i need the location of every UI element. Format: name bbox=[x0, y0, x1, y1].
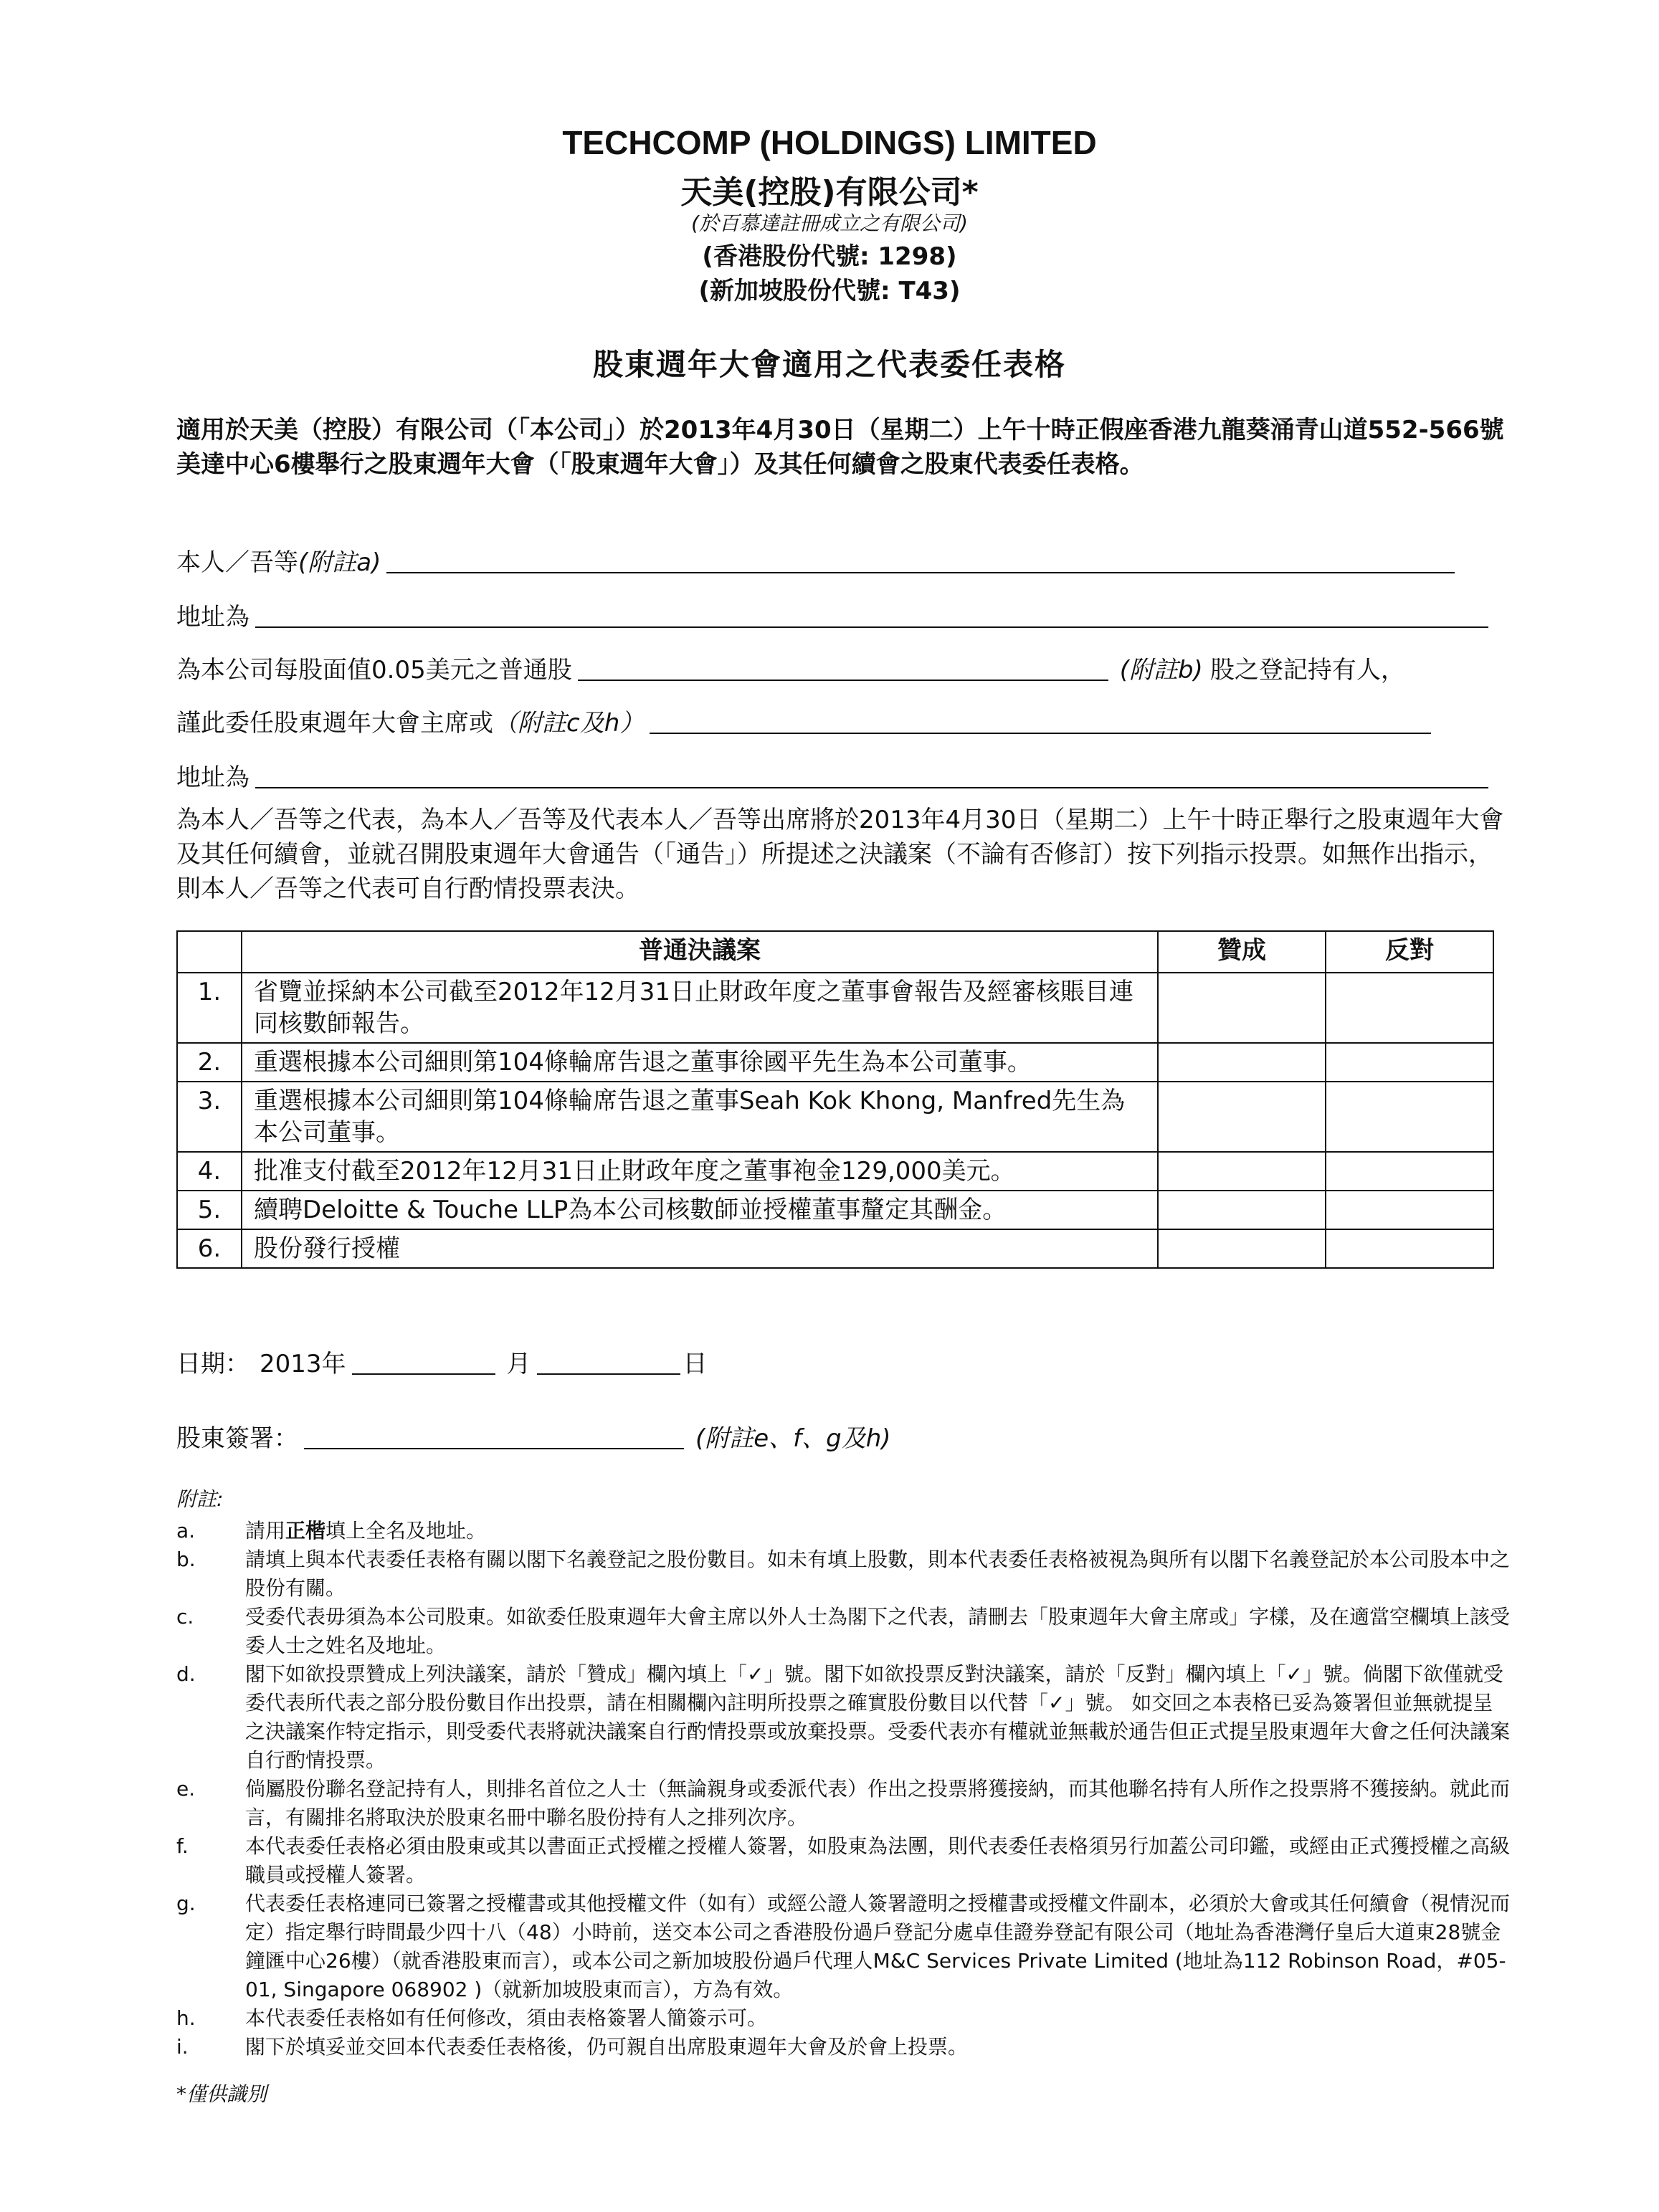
note-key: c. bbox=[176, 1605, 194, 1629]
vote-for-cell[interactable] bbox=[1158, 1229, 1326, 1268]
note-item bbox=[176, 1889, 1510, 2004]
resolution-number: 6. bbox=[177, 1229, 242, 1268]
header-number-cell bbox=[177, 931, 242, 973]
signature-label: 股東簽署： bbox=[176, 1424, 298, 1453]
note-key: h. bbox=[176, 2006, 196, 2030]
table-row bbox=[177, 1229, 1493, 1268]
note-key: i. bbox=[176, 2035, 189, 2059]
resolution-number: 5. bbox=[177, 1191, 242, 1229]
appoint-row bbox=[176, 707, 1431, 738]
note-item bbox=[176, 1517, 1510, 1545]
shares-label: 為本公司每股面值0.05美元之普通股 bbox=[176, 656, 572, 685]
resolution-number: 3. bbox=[177, 1082, 242, 1152]
signature-field[interactable] bbox=[304, 1448, 684, 1449]
note-a-bold: 正楷 bbox=[285, 1519, 326, 1543]
name-row bbox=[176, 546, 1455, 578]
note-key: d. bbox=[176, 1662, 196, 1686]
company-name-en: TECHCOMP (HOLDINGS) LIMITED bbox=[562, 124, 1097, 161]
name-field[interactable] bbox=[386, 572, 1455, 573]
note-text: 倘屬股份聯名登記持有人，則排名首位之人士（無論親身或委派代表）作出之投票將獲接納，而其他聯名持有人所作之投票將不獲接納。就此而言，有關排名將取決於股東名冊中聯名股份持有人之排列次序。 bbox=[245, 1777, 1511, 1829]
note-key: e. bbox=[176, 1777, 196, 1801]
table-row bbox=[177, 1082, 1493, 1152]
note-text: 代表委任表格連同已簽署之授權書或其他授權文件（如有）或經公證人簽署證明之授權書或授權文件副本，必須於大會或其任何續會（視情況而定）指定舉行時間最少四十八（48）小時前，送交本公司之香港股份過戶登記分處卓佳證券登記有限公司（地址為香港灣仔皇后大道東28號金鐘匯中心26樓）（就香港股東而言），或本公司之新加坡股份過戶代理人M&C Services Private Limited (地址為112 Robinson Road，#05-01, Singapore 068902 )（就新加坡股東而言），方為有效。 bbox=[245, 1892, 1511, 2001]
note-text: 閣下於填妥並交回本代表委任表格後，仍可親自出席股東週年大會及於會上投票。 bbox=[245, 2035, 969, 2059]
resolution-text: 重選根據本公司細則第104條輪席告退之董事徐國平先生為本公司董事。 bbox=[242, 1043, 1158, 1082]
date-label: 日期： bbox=[176, 1350, 249, 1378]
note-key: b. bbox=[176, 1548, 196, 1571]
name-label: 本人／吾等 bbox=[176, 548, 298, 577]
note-item bbox=[176, 1660, 1510, 1775]
name-note: (附註a) bbox=[298, 548, 381, 577]
note-key: g. bbox=[176, 1892, 196, 1915]
proxy-name-field[interactable] bbox=[650, 733, 1431, 734]
intro-paragraph: 適用於天美（控股）有限公司（「本公司」）於2013年4月30日（星期二）上午十時正假座香港九龍葵涌青山道552-566號美達中心6樓舉行之股東週年大會（「股東週年大會」）及其任何續會之股東代表委任表格。 bbox=[176, 416, 1504, 479]
resolutions-table bbox=[176, 930, 1494, 1269]
appoint-label: 謹此委任股東週年大會主席或 bbox=[176, 709, 493, 738]
header-resolution: 普通決議案 bbox=[242, 931, 1158, 973]
appoint-note: （附註c及h） bbox=[493, 709, 645, 738]
resolution-number: 2. bbox=[177, 1043, 242, 1082]
notes-section bbox=[176, 1485, 1510, 2061]
footer-note: *僅供識別 bbox=[176, 2082, 267, 2106]
address-row-1 bbox=[176, 601, 1488, 632]
table-header-row bbox=[177, 931, 1493, 973]
company-name-zh: 天美(控股)有限公司* bbox=[680, 174, 979, 211]
note-text: 請填上與本代表委任表格有關以閣下名義登記之股份數目。如未有填上股數，則本代表委任表格被視為與所有以閣下名義登記於本公司股本中之股份有關。 bbox=[245, 1548, 1511, 1600]
shares-note: (附註b) bbox=[1119, 656, 1203, 685]
vote-for-cell[interactable] bbox=[1158, 1043, 1326, 1082]
vote-for-cell[interactable] bbox=[1158, 1191, 1326, 1229]
note-a-post: 填上全名及地址。 bbox=[325, 1519, 487, 1543]
note-key: a. bbox=[176, 1519, 196, 1543]
address-label-2: 地址為 bbox=[176, 763, 249, 792]
shares-field[interactable] bbox=[578, 680, 1108, 681]
resolution-number: 4. bbox=[177, 1152, 242, 1191]
vote-for-cell[interactable] bbox=[1158, 1082, 1326, 1152]
vote-for-cell[interactable] bbox=[1158, 1152, 1326, 1191]
form-title: 股東週年大會適用之代表委任表格 bbox=[592, 347, 1066, 382]
vote-against-cell[interactable] bbox=[1326, 1229, 1493, 1268]
note-text: 閣下如欲投票贊成上列決議案，請於「贊成」欄內填上「✓」號。閣下如欲投票反對決議案，請於「反對」欄內填上「✓」號。倘閣下欲僅就受委代表所代表之部分股份數目作出投票，請在相關欄內註明所投票之確實股份數目以代替「✓」號。 如交回之本表格已妥為簽署但並無就提呈之決議案作特定指示，則受委代表將就決議案自行酌情投票或放棄投票。受委代表亦有權就並無載於通告但正式提呈股東週年大會之任何決議案自行酌情投票。 bbox=[245, 1662, 1511, 1772]
address-field-2[interactable] bbox=[255, 787, 1488, 788]
proxy-paragraph: 為本人／吾等之代表，為本人／吾等及代表本人／吾等出席將於2013年4月30日（星期二）上午十時正舉行之股東週年大會及其任何續會，並就召開股東週年大會通告（「通告」）所提述之決議案（不論有否修訂）按下列指示投票。如無作出指示，則本人／吾等之代表可自行酌情投票表決。 bbox=[176, 806, 1504, 903]
table-row bbox=[177, 1191, 1493, 1229]
table-row bbox=[177, 973, 1493, 1043]
hk-stock-code: (香港股份代號: 1298) bbox=[702, 242, 957, 271]
resolution-number: 1. bbox=[177, 973, 242, 1043]
note-a-pre: 請用 bbox=[245, 1519, 286, 1543]
shares-row bbox=[176, 654, 1405, 685]
incorporation-note: (於百慕達註冊成立之有限公司) bbox=[691, 211, 968, 235]
address-field-1[interactable] bbox=[255, 626, 1488, 628]
notes-heading: 附註: bbox=[176, 1487, 224, 1511]
note-text bbox=[245, 1517, 1510, 1545]
shares-suffix: 股之登記持有人， bbox=[1209, 656, 1405, 685]
vote-for-cell[interactable] bbox=[1158, 973, 1326, 1043]
signature-note: (附註e、f、g及h) bbox=[695, 1424, 891, 1453]
table-row bbox=[177, 1043, 1493, 1082]
vote-against-cell[interactable] bbox=[1326, 1043, 1493, 1082]
note-item bbox=[176, 1832, 1510, 1889]
table-row bbox=[177, 1152, 1493, 1191]
resolution-text: 續聘Deloitte & Touche LLP為本公司核數師並授權董事釐定其酬金。 bbox=[242, 1191, 1158, 1229]
signature-row bbox=[176, 1422, 891, 1454]
month-field[interactable] bbox=[352, 1373, 495, 1375]
resolution-text: 股份發行授權 bbox=[242, 1229, 1158, 1268]
vote-against-cell[interactable] bbox=[1326, 1152, 1493, 1191]
header-for: 贊成 bbox=[1158, 931, 1326, 973]
header-against: 反對 bbox=[1326, 931, 1493, 973]
note-text: 本代表委任表格必須由股東或其以書面正式授權之授權人簽署，如股東為法團，則代表委任表格須另行加蓋公司印鑑，或經由正式獲授權之高級職員或授權人簽署。 bbox=[245, 1834, 1511, 1887]
vote-against-cell[interactable] bbox=[1326, 973, 1493, 1043]
note-text: 本代表委任表格如有任何修改，須由表格簽署人簡簽示可。 bbox=[245, 2006, 768, 2030]
note-item bbox=[176, 2033, 1510, 2061]
note-item bbox=[176, 2004, 1510, 2033]
resolution-text: 重選根據本公司細則第104條輪席告退之董事Seah Kok Khong, Manfred先生為本公司董事。 bbox=[242, 1082, 1158, 1152]
vote-against-cell[interactable] bbox=[1326, 1191, 1493, 1229]
note-text: 受委代表毋須為本公司股東。如欲委任股東週年大會主席以外人士為閣下之代表，請刪去「股東週年大會主席或」字樣，及在適當空欄填上該受委人士之姓名及地址。 bbox=[245, 1605, 1511, 1657]
date-month: 月 bbox=[506, 1350, 531, 1378]
note-item bbox=[176, 1545, 1510, 1603]
address-row-2 bbox=[176, 761, 1488, 793]
note-item bbox=[176, 1603, 1510, 1660]
date-year: 2013年 bbox=[260, 1350, 346, 1378]
day-field[interactable] bbox=[537, 1373, 680, 1375]
vote-against-cell[interactable] bbox=[1326, 1082, 1493, 1152]
note-key: f. bbox=[176, 1834, 189, 1858]
sg-stock-code: (新加坡股份代號: T43) bbox=[698, 277, 961, 305]
address-label-1: 地址為 bbox=[176, 603, 249, 631]
resolution-text: 批准支付截至2012年12月31日止財政年度之董事袍金129,000美元。 bbox=[242, 1152, 1158, 1191]
date-day: 日 bbox=[683, 1350, 708, 1378]
note-item bbox=[176, 1775, 1510, 1832]
date-row bbox=[176, 1348, 708, 1379]
resolution-text: 省覽並採納本公司截至2012年12月31日止財政年度之董事會報告及經審核賬目連同核數師報告。 bbox=[242, 973, 1158, 1043]
